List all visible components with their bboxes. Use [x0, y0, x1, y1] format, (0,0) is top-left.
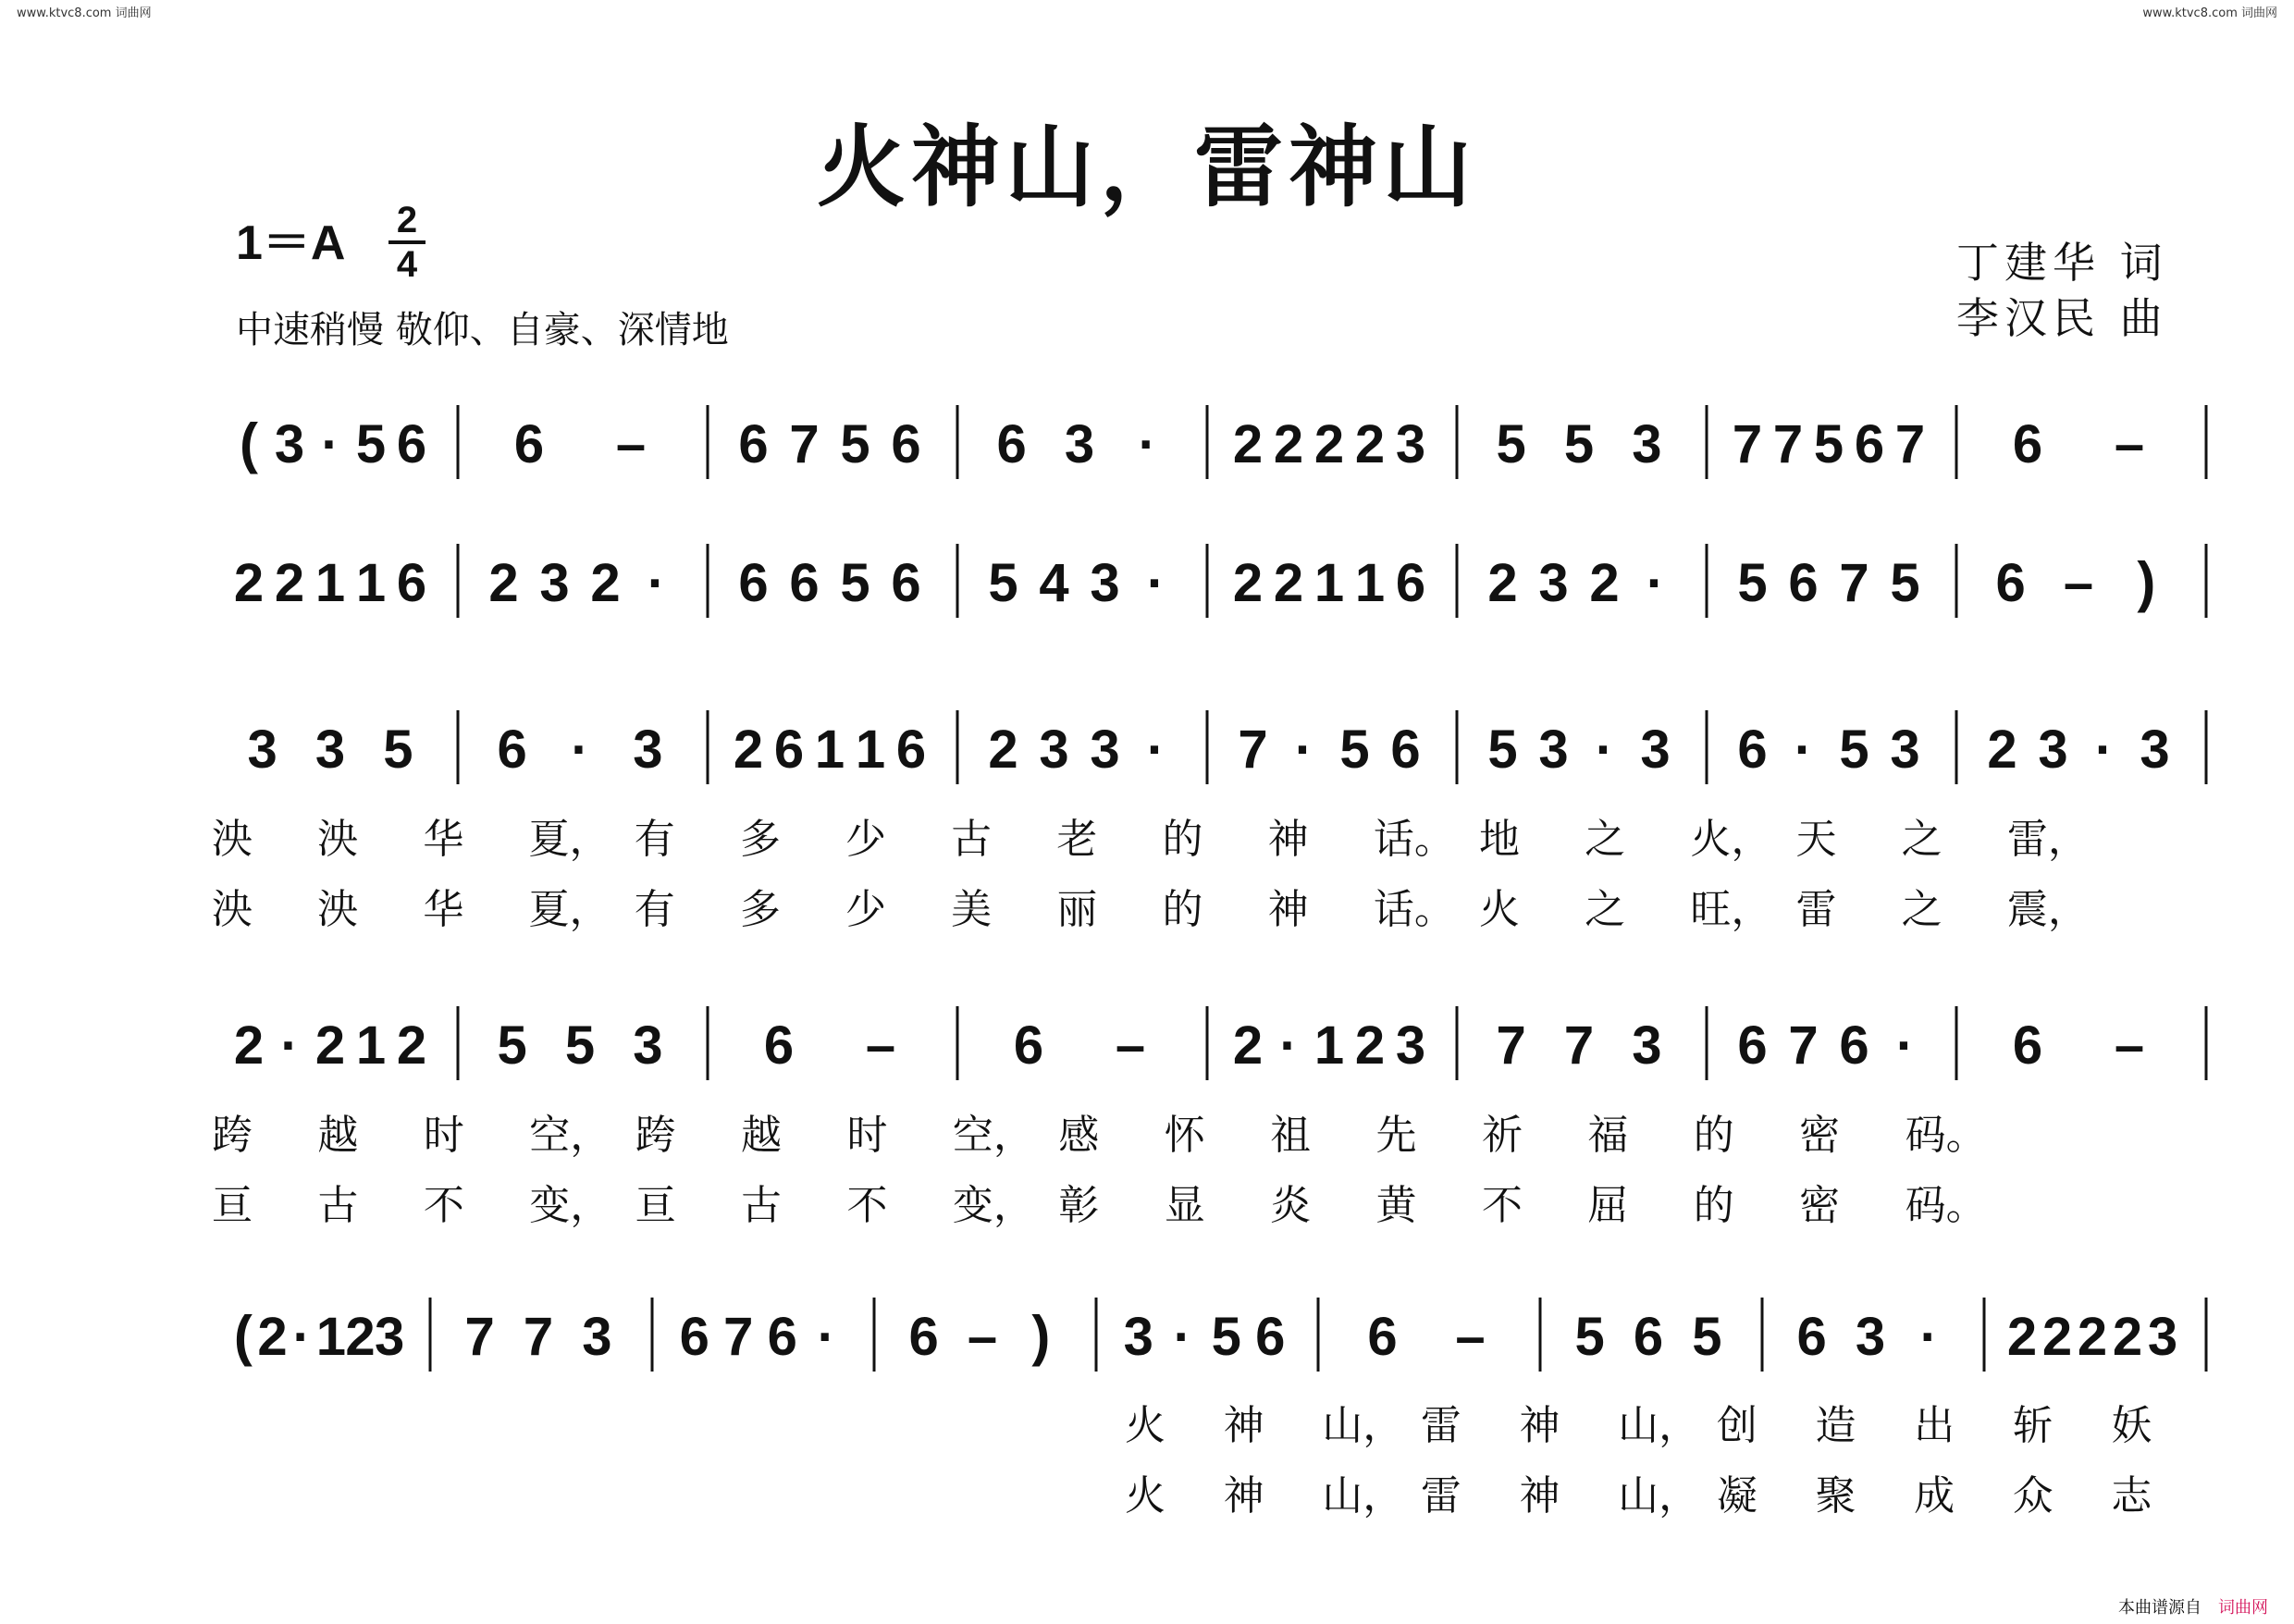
- note: 3: [274, 414, 305, 474]
- lyric-char: 志: [2111, 1473, 2152, 1519]
- lyric-char: 华: [423, 887, 464, 932]
- note: 1: [1314, 1015, 1345, 1076]
- note: 3: [633, 720, 663, 780]
- note: 7: [1772, 414, 1804, 474]
- note: 7: [1496, 1015, 1526, 1076]
- note: 6: [789, 553, 820, 613]
- lyric-char: 火，: [1690, 817, 1772, 862]
- lyric-char: 凝: [1716, 1473, 1758, 1519]
- lyric-char: 火: [1125, 1473, 1166, 1519]
- note: 6: [497, 720, 527, 780]
- note: ·: [1595, 720, 1614, 780]
- lyric-char: 多: [739, 817, 781, 862]
- lyric-char: 华: [423, 817, 464, 862]
- lyric-char: 山，: [1322, 1473, 1404, 1519]
- song-title: 火神山，雷神山: [817, 115, 1477, 219]
- composer-credit: 李汉民 曲: [1956, 293, 2168, 343]
- note: –: [2114, 1015, 2145, 1076]
- note: 1: [355, 1015, 387, 1076]
- note: 3: [247, 720, 278, 780]
- time-signature-top: 2: [396, 200, 418, 240]
- note: 2: [2041, 1307, 2073, 1367]
- note: ·: [1279, 1015, 1298, 1076]
- note: 6: [1395, 553, 1426, 613]
- note: 6: [908, 1307, 939, 1367]
- note: ·: [1146, 553, 1166, 613]
- note: –: [1455, 1307, 1486, 1367]
- note: 2: [2077, 1307, 2108, 1367]
- note: 6: [895, 720, 927, 780]
- note: 5: [1890, 553, 1920, 613]
- note: 5: [355, 414, 387, 474]
- lyric-char: 亘: [635, 1183, 676, 1228]
- lyric-char: 少: [845, 817, 886, 862]
- note: 2: [2112, 1307, 2143, 1367]
- note: 3: [1395, 1015, 1426, 1076]
- note: ·: [1294, 720, 1314, 780]
- note: 1: [855, 720, 886, 780]
- note: 6: [1796, 1307, 1827, 1367]
- note: ·: [1173, 1307, 1191, 1367]
- note: 5: [1692, 1307, 1722, 1367]
- note: 7: [1563, 1015, 1595, 1076]
- note: 6: [996, 414, 1027, 474]
- lyric-char: 黄: [1375, 1183, 1417, 1228]
- note: ·: [1646, 553, 1665, 613]
- note: ): [2137, 551, 2156, 613]
- note: 6: [679, 1307, 709, 1367]
- lyric-char: 创: [1716, 1403, 1758, 1448]
- lyric-char: 的: [1693, 1113, 1734, 1158]
- note: 2: [314, 1015, 346, 1076]
- note: 6: [1737, 720, 1768, 780]
- note: 3: [582, 1307, 612, 1367]
- lyric-char: 夏，: [528, 887, 610, 932]
- note: 7: [1894, 414, 1926, 474]
- lyric-char: 码。: [1905, 1183, 1987, 1228]
- note: 3: [1632, 1015, 1662, 1076]
- lyric-char: 古: [741, 1183, 783, 1228]
- lyric-char: 神: [1267, 887, 1309, 932]
- lyric-char: 雷: [1420, 1403, 1462, 1448]
- note: 5: [1563, 414, 1595, 474]
- lyric-char: 显: [1164, 1183, 1205, 1228]
- note: –: [2114, 414, 2145, 474]
- note: 2: [1232, 553, 1264, 613]
- note: 5: [564, 1015, 596, 1076]
- note: ·: [571, 720, 589, 780]
- note: 6: [1788, 553, 1819, 613]
- lyric-char: 泱: [317, 817, 359, 862]
- lyric-char: 不: [423, 1183, 464, 1228]
- note: ·: [647, 553, 666, 613]
- note: 5: [1813, 414, 1844, 474]
- lyric-char: 跨: [212, 1113, 253, 1158]
- lyric-char: 之: [1901, 887, 1942, 932]
- note: ·: [321, 414, 339, 474]
- note: 2: [233, 553, 265, 613]
- lyric-char: 祈: [1481, 1113, 1523, 1158]
- lyric-char: 旺，: [1690, 887, 1772, 932]
- note: 6: [396, 414, 427, 474]
- note: 1: [355, 553, 387, 613]
- note: 2: [2006, 1307, 2038, 1367]
- note: 3: [2140, 720, 2170, 780]
- note: 6: [1013, 1015, 1044, 1076]
- note: 2: [1354, 1015, 1386, 1076]
- lyric-char: 不: [1481, 1183, 1523, 1228]
- lyric-char: 泱: [212, 817, 253, 862]
- note: 2: [988, 720, 1018, 780]
- note: 3: [2147, 1307, 2178, 1367]
- note: 6: [2012, 1015, 2043, 1076]
- lyric-char: 感: [1058, 1113, 1100, 1158]
- lyric-char: 火: [1125, 1403, 1166, 1448]
- note: 3: [1064, 414, 1095, 474]
- note: ·: [1138, 414, 1156, 474]
- note: 2: [1987, 720, 2017, 780]
- note: 2: [1314, 414, 1345, 474]
- note: 3: [1855, 1307, 1886, 1367]
- lyric-char: 古: [951, 817, 993, 862]
- note: 5: [1574, 1307, 1605, 1367]
- note: 6: [1367, 1307, 1398, 1367]
- note: 2: [1487, 553, 1518, 613]
- note: ·: [1794, 720, 1813, 780]
- note: ·: [280, 1015, 299, 1076]
- note: 6: [891, 414, 921, 474]
- watermark-left: www.ktvc8.com 词曲网: [17, 6, 152, 20]
- note: 1: [814, 720, 845, 780]
- note: 6: [767, 1307, 797, 1367]
- note: 5: [1487, 720, 1518, 780]
- note: 2: [733, 720, 764, 780]
- note: 1: [1354, 553, 1386, 613]
- note: –: [865, 1015, 896, 1076]
- note: 6: [1737, 1015, 1768, 1076]
- note: 1: [315, 1307, 346, 1367]
- lyric-char: 有: [634, 887, 675, 932]
- note: 6: [1839, 1015, 1869, 1076]
- lyric-char: 时: [423, 1113, 464, 1158]
- note: 5: [1839, 720, 1869, 780]
- note: 3: [633, 1015, 663, 1076]
- note: ·: [2094, 720, 2114, 780]
- note: 6: [1390, 720, 1421, 780]
- lyric-char: 山，: [1618, 1473, 1700, 1519]
- lyric-char: 雷，: [2006, 817, 2089, 862]
- note: 2: [257, 1307, 288, 1367]
- note: 1: [314, 553, 346, 613]
- note: 3: [539, 553, 570, 613]
- note: –: [1115, 1015, 1146, 1076]
- note: 6: [773, 720, 805, 780]
- note: 5: [840, 414, 870, 474]
- lyric-char: 变，: [952, 1183, 1034, 1228]
- note: 3: [1090, 553, 1120, 613]
- note: 7: [1788, 1015, 1819, 1076]
- note: 2: [1232, 1015, 1264, 1076]
- lyric-char: 先: [1375, 1113, 1417, 1158]
- note: 3: [1123, 1307, 1153, 1367]
- lyric-char: 时: [846, 1113, 888, 1158]
- lyric-char: 震，: [2006, 887, 2089, 932]
- note: 6: [738, 553, 769, 613]
- note: 2: [1273, 553, 1304, 613]
- note: 3: [1632, 414, 1662, 474]
- lyric-char: 泱: [317, 887, 359, 932]
- footer-site-name: 词曲网: [2218, 1598, 2268, 1618]
- note: 6: [891, 553, 921, 613]
- note: 3: [2038, 720, 2068, 780]
- lyric-char: 古: [317, 1183, 359, 1228]
- note: 6: [513, 414, 545, 474]
- lyric-char: 夏，: [528, 817, 610, 862]
- note: 6: [1995, 553, 2026, 613]
- note: 2: [1232, 414, 1264, 474]
- note: ·: [1146, 720, 1166, 780]
- lyric-char: 神: [1267, 817, 1309, 862]
- lyric-char: 变，: [529, 1183, 611, 1228]
- lyric-char: 话。: [1373, 887, 1455, 932]
- note: –: [967, 1307, 998, 1367]
- lyric-char: 的: [1693, 1183, 1734, 1228]
- note: 1: [1314, 553, 1345, 613]
- lyric-char: 神: [1519, 1473, 1560, 1519]
- note: 2: [274, 553, 305, 613]
- lyric-char: 福: [1587, 1113, 1629, 1158]
- note: 7: [1238, 720, 1268, 780]
- lyric-char: 之: [1901, 817, 1942, 862]
- lyric-char: 的: [1162, 887, 1203, 932]
- note: 7: [1839, 553, 1869, 613]
- note: 7: [464, 1307, 495, 1367]
- lyric-char: 神: [1223, 1403, 1264, 1448]
- lyric-char: 妖: [2111, 1403, 2152, 1448]
- note: 2: [396, 1015, 427, 1076]
- lyric-char: 神: [1223, 1473, 1264, 1519]
- lyric-char: 炎: [1270, 1183, 1312, 1228]
- lyric-char: 天: [1795, 817, 1837, 862]
- note: 3: [1039, 720, 1069, 780]
- lyric-char: 的: [1162, 817, 1203, 862]
- lyric-char: 空，: [952, 1113, 1034, 1158]
- lyric-char: 越: [741, 1113, 783, 1158]
- lyric-char: 泱: [212, 887, 253, 932]
- lyric-char: 密: [1799, 1113, 1841, 1158]
- lyric-char: 屈: [1587, 1183, 1629, 1228]
- note: 3: [1538, 553, 1569, 613]
- lyric-char: 话。: [1373, 817, 1455, 862]
- note: 6: [738, 414, 769, 474]
- lyric-char: 出: [1914, 1403, 1955, 1448]
- note: 5: [1211, 1307, 1241, 1367]
- lyric-char: 有: [634, 817, 675, 862]
- note: 2: [345, 1307, 376, 1367]
- footer-source-label: 本曲谱源自: [2118, 1598, 2202, 1618]
- lyric-char: 空，: [529, 1113, 611, 1158]
- key-signature: 1＝A: [236, 216, 346, 270]
- lyric-char: 造: [1815, 1403, 1856, 1448]
- note: 7: [1732, 414, 1763, 474]
- lyricist-credit: 丁建华 词: [1956, 238, 2168, 288]
- note: 5: [1496, 414, 1526, 474]
- note: 3: [1395, 414, 1426, 474]
- note: 4: [1039, 553, 1069, 613]
- note: 2: [1354, 414, 1386, 474]
- lyric-char: 美: [951, 887, 993, 932]
- note: 2: [1589, 553, 1620, 613]
- note: 6: [1633, 1307, 1664, 1367]
- lyric-char: 山，: [1322, 1403, 1404, 1448]
- lyric-char: 多: [739, 887, 781, 932]
- note: 5: [497, 1015, 527, 1076]
- note: 2: [233, 1015, 265, 1076]
- lyric-char: 码。: [1905, 1113, 1987, 1158]
- note: 5: [383, 720, 413, 780]
- note: ·: [817, 1307, 835, 1367]
- note: 7: [789, 414, 820, 474]
- lyric-char: 少: [845, 887, 886, 932]
- note: 3: [375, 1307, 405, 1367]
- note: 6: [2012, 414, 2043, 474]
- note: –: [615, 414, 647, 474]
- lyric-char: 跨: [635, 1113, 676, 1158]
- note: 7: [523, 1307, 554, 1367]
- note: ·: [1895, 1015, 1915, 1076]
- note: 5: [988, 553, 1018, 613]
- lyric-char: 老: [1056, 817, 1098, 862]
- lyric-char: 雷: [1795, 887, 1837, 932]
- note: ·: [292, 1307, 311, 1367]
- lyric-char: 火: [1479, 887, 1520, 932]
- note: 2: [590, 553, 621, 613]
- lyric-char: 祖: [1270, 1113, 1312, 1158]
- lyric-char: 丽: [1056, 887, 1098, 932]
- note: ·: [1919, 1307, 1938, 1367]
- lyric-char: 越: [317, 1113, 359, 1158]
- watermark-right: www.ktvc8.com 词曲网: [2142, 6, 2277, 20]
- lyric-char: 雷: [1420, 1473, 1462, 1519]
- note: 6: [763, 1015, 795, 1076]
- lyric-char: 成: [1914, 1473, 1955, 1519]
- note: (: [240, 412, 258, 474]
- lyric-char: 山，: [1618, 1403, 1700, 1448]
- note: 6: [396, 553, 427, 613]
- tempo-marking: 中速稍慢 敬仰、自豪、深情地: [236, 309, 729, 351]
- note: 5: [840, 553, 870, 613]
- note: 6: [1854, 414, 1885, 474]
- lyric-char: 密: [1799, 1183, 1841, 1228]
- note: 3: [1538, 720, 1569, 780]
- lyric-char: 不: [846, 1183, 888, 1228]
- note: 3: [1890, 720, 1920, 780]
- note: 5: [1339, 720, 1370, 780]
- note: 3: [1640, 720, 1671, 780]
- note: 3: [1090, 720, 1120, 780]
- note: ): [1031, 1305, 1051, 1367]
- lyric-char: 亘: [212, 1183, 253, 1228]
- lyric-char: 众: [2012, 1473, 2054, 1519]
- note: 2: [1273, 414, 1304, 474]
- lyric-char: 彰: [1058, 1183, 1100, 1228]
- lyric-char: 之: [1585, 817, 1626, 862]
- note: (: [233, 1305, 253, 1367]
- lyric-char: 地: [1479, 817, 1520, 862]
- lyric-char: 之: [1585, 887, 1626, 932]
- lyric-char: 怀: [1164, 1113, 1205, 1158]
- lyric-char: 聚: [1815, 1473, 1856, 1519]
- note: 7: [723, 1307, 754, 1367]
- note: –: [2063, 553, 2094, 613]
- time-signature-bottom: 4: [396, 244, 418, 285]
- note: 3: [314, 720, 346, 780]
- note: 5: [1737, 553, 1768, 613]
- note: 2: [488, 553, 519, 613]
- lyric-char: 神: [1519, 1403, 1560, 1448]
- lyric-char: 斩: [2012, 1403, 2054, 1448]
- note: 6: [1255, 1307, 1286, 1367]
